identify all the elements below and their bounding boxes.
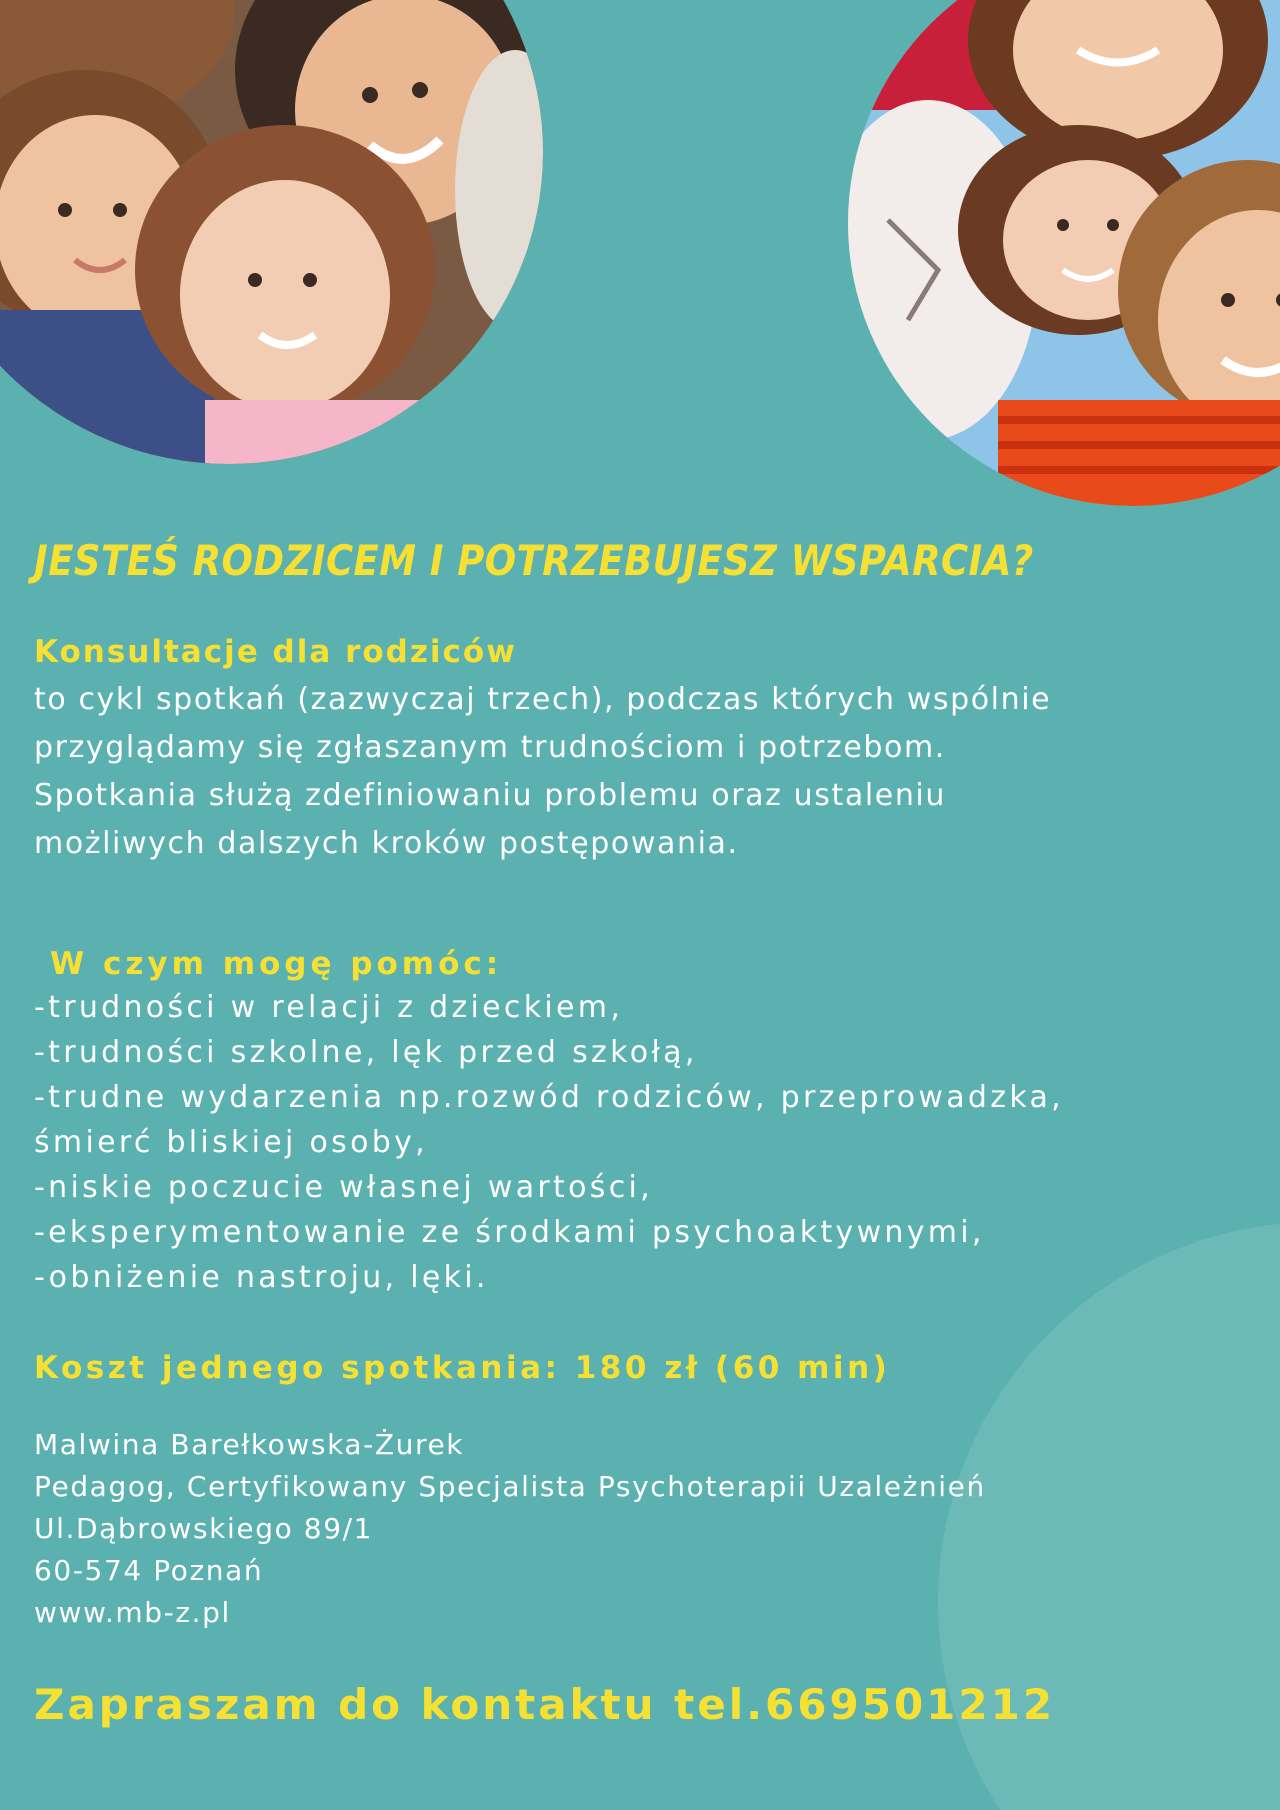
contact-street: Ul.Dąbrowskiego 89/1 (34, 1512, 374, 1545)
contact-website[interactable]: www.mb-z.pl (34, 1596, 231, 1629)
contact-role: Pedagog, Certyfikowany Specjalista Psychoterapii Uzależnień (34, 1470, 986, 1503)
cost-label: Koszt jednego spotkania: 180 zł (60 min) (34, 1350, 891, 1386)
help-item: -obniżenie nastroju, lęki. (34, 1260, 489, 1295)
contact-call-to-action[interactable]: Zapraszam do kontaktu tel.669501212 (34, 1680, 1056, 1729)
intro-line: możliwych dalszych kroków postępowania. (34, 826, 739, 861)
contact-city: 60-574 Poznań (34, 1554, 264, 1587)
help-item: śmierć bliskiej osoby, (34, 1125, 429, 1160)
help-item: -niskie poczucie własnej wartości, (34, 1170, 653, 1205)
intro-line: Spotkania służą zdefiniowaniu problemu oraz ustaleniu (34, 778, 946, 813)
intro-line: przyglądamy się zgłaszanym trudnościom i potrzebom. (34, 730, 946, 765)
help-item: -trudne wydarzenia np.rozwód rodziców, przeprowadzka, (34, 1080, 1064, 1115)
help-item: -eksperymentowanie ze środkami psychoaktywnymi, (34, 1215, 985, 1250)
help-title: W czym mogę pomóc: (50, 946, 503, 982)
contact-name: Malwina Barełkowska-Żurek (34, 1428, 465, 1461)
help-item: -trudności w relacji z dzieckiem, (34, 990, 624, 1025)
children-photo-right (848, 0, 1280, 506)
headline: JESTEŚ RODZICEM I POTRZEBUJESZ WSPARCIA? (34, 536, 1034, 585)
help-item: -trudności szkolne, lęk przed szkołą, (34, 1035, 698, 1070)
intro-line: to cykl spotkań (zazwyczaj trzech), podczas których wspólnie (34, 682, 1052, 717)
children-photo-left (0, 0, 543, 464)
consultations-title: Konsultacje dla rodziców (34, 634, 517, 670)
